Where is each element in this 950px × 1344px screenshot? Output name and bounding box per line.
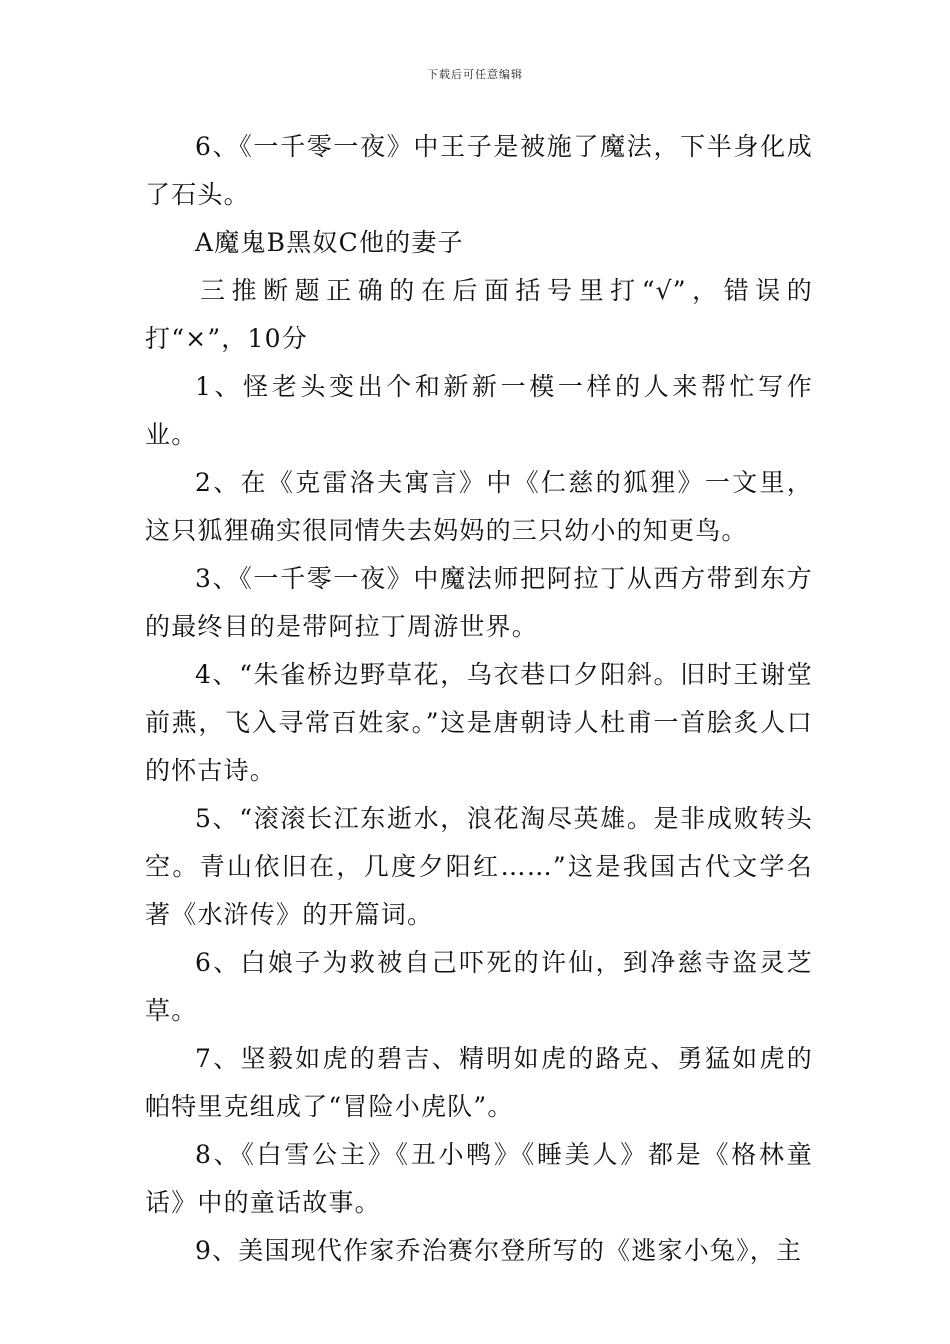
section-heading: 三推断题正确的在后面括号里打“√”，错误的打“×”，10分 — [145, 276, 813, 353]
question-paragraph: 1、怪老头变出个和新新一模一样的人来帮忙写作业。 — [145, 372, 813, 449]
page-header: 下载后可任意编辑 — [427, 68, 523, 81]
question-paragraph: 7、坚毅如虎的碧吉、精明如虎的路克、勇猛如虎的帕特里克组成了“冒险小虎队”。 — [145, 1044, 813, 1121]
question-paragraph: 2、在《克雷洛夫寓言》中《仁慈的狐狸》一文里，这只狐狸确实很同情失去妈妈的三只幼小的知更鸟。 — [145, 468, 813, 545]
answer-options: A魔鬼B黑奴C他的妻子 — [195, 228, 464, 257]
question-paragraph: 4、“朱雀桥边野草花，乌衣巷口夕阳斜。旧时王谢堂前燕，飞入寻常百姓家。”这是唐朝诗人杜甫一首脍炙人口的怀古诗。 — [145, 660, 813, 785]
question-paragraph: 3、《一千零一夜》中魔法师把阿拉丁从西方带到东方的最终目的是带阿拉丁周游世界。 — [145, 564, 813, 641]
question-paragraph: 8、《白雪公主》《丑小鸭》《睡美人》都是《格林童话》中的童话故事。 — [145, 1140, 813, 1217]
question-paragraph: 5、“滚滚长江东逝水，浪花淘尽英雄。是非成败转头空。青山依旧在，几度夕阳红……”这是我国古代文学名著《水浒传》的开篇词。 — [145, 804, 813, 929]
question-paragraph: 9、美国现代作家乔治赛尔登所写的《逃家小兔》，主 — [195, 1236, 803, 1265]
question-paragraph: 6、《一千零一夜》中王子是被施了魔法，下半身化成了石头。 — [145, 132, 813, 209]
question-paragraph: 6、白娘子为救被自己吓死的许仙，到净慈寺盗灵芝草。 — [145, 948, 813, 1025]
document-body — [145, 123, 813, 1275]
